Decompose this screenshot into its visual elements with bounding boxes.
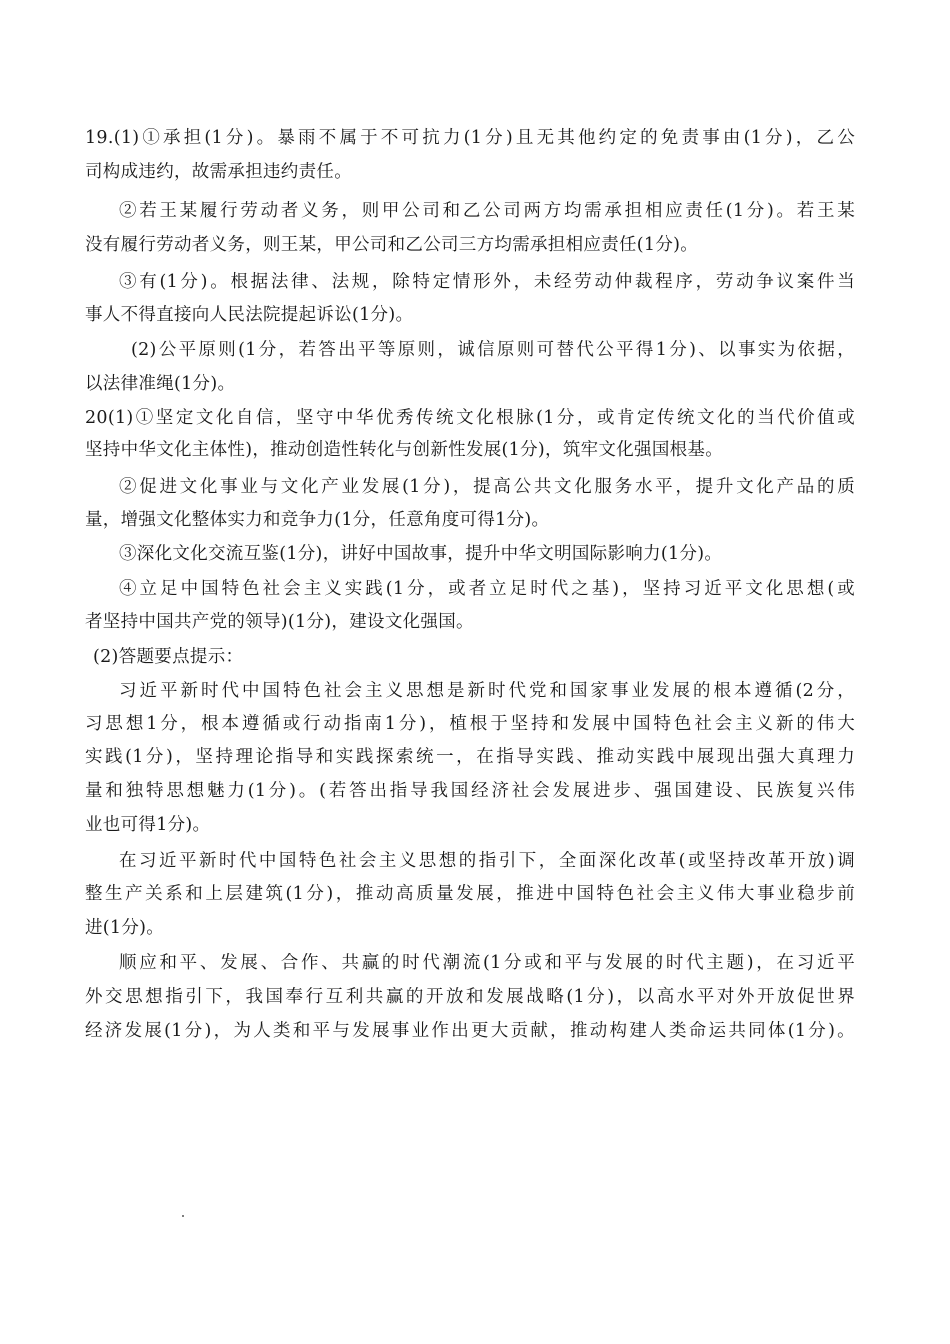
answer-19-part2-line-1: (2)公平原则(1分，若答出平等原则，诚信原则可替代公平得1分)、以事实为依据， xyxy=(131,340,855,360)
answer-20-part2-heading: (2)答题要点提示： xyxy=(93,647,244,667)
answer-19-1-line-1: 19.(1)①承担(1分)。暴雨不属于不可抗力(1分)且无其他约定的免责事由(1分)，乙公 xyxy=(85,128,855,148)
answer-20-part2-para2-line-3: 进(1分)。 xyxy=(85,918,165,938)
answer-20-2-line-2: 量，增强文化整体实力和竞争力(1分，任意角度可得1分)。 xyxy=(85,510,550,530)
answer-20-part2-para2-line-2: 整生产关系和上层建筑(1分)，推动高质量发展，推进中国特色社会主义伟大事业稳步前 xyxy=(85,884,855,904)
answer-19-3-line-1: ③有(1分)。根据法律、法规，除特定情形外，未经劳动仲裁程序，劳动争议案件当 xyxy=(119,272,855,292)
answer-20-4-line-2: 者坚持中国共产党的领导)(1分)，建设文化强国。 xyxy=(85,612,474,632)
answer-19-2-line-2: 没有履行劳动者义务，则王某，甲公司和乙公司三方均需承担相应责任(1分)。 xyxy=(85,235,699,255)
answer-19-2-line-1: ②若王某履行劳动者义务，则甲公司和乙公司两方均需承担相应责任(1分)。若王某 xyxy=(119,201,855,221)
answer-20-1-line-1: 20(1)①坚定文化自信，坚守中华优秀传统文化根脉(1分，或肯定传统文化的当代价值或 xyxy=(85,408,855,428)
answer-20-4-line-1: ④立足中国特色社会主义实践(1分，或者立足时代之基)，坚持习近平文化思想(或 xyxy=(119,579,855,599)
answer-20-part2-para1-line-2: 习思想1分，根本遵循或行动指南1分)，植根于坚持和发展中国特色社会主义新的伟大 xyxy=(85,714,855,734)
answer-19-1-line-2: 司构成违约，故需承担违约责任。 xyxy=(85,162,352,182)
answer-20-part2-para3-line-1: 顺应和平、发展、合作、共赢的时代潮流(1分或和平与发展的时代主题)，在习近平 xyxy=(119,953,855,973)
answer-20-part2-para3-line-3: 经济发展(1分)，为人类和平与发展事业作出更大贡献，推动构建人类命运共同体(1分)。 xyxy=(85,1021,855,1041)
answer-20-part2-para3-line-2: 外交思想指引下，我国奉行互利共赢的开放和发展战略(1分)，以高水平对外开放促世界 xyxy=(85,987,855,1007)
answer-20-part2-para2-line-1: 在习近平新时代中国特色社会主义思想的指引下，全面深化改革(或坚持改革开放)调 xyxy=(119,851,855,871)
answer-20-part2-para1-line-3: 实践(1分)，坚持理论指导和实践探索统一，在指导实践、推动实践中展现出强大真理力 xyxy=(85,747,855,767)
answer-20-3-line: ③深化文化交流互鉴(1分)，讲好中国故事，提升中华文明国际影响力(1分)。 xyxy=(119,544,723,564)
answer-20-part2-para1-line-1: 习近平新时代中国特色社会主义思想是新时代党和国家事业发展的根本遵循(2分， xyxy=(119,681,855,701)
answer-20-part2-para1-line-4: 量和独特思想魅力(1分)。(若答出指导我国经济社会发展进步、强国建设、民族复兴伟 xyxy=(85,781,855,801)
stray-dot-mark xyxy=(182,1215,184,1217)
answer-19-3-line-2: 事人不得直接向人民法院提起诉讼(1分)。 xyxy=(85,305,414,325)
answer-20-part2-para1-line-5: 业也可得1分)。 xyxy=(85,815,211,835)
answer-19-part2-line-2: 以法律准绳(1分)。 xyxy=(85,374,236,394)
answer-20-2-line-1: ②促进文化事业与文化产业发展(1分)，提高公共文化服务水平，提升文化产品的质 xyxy=(119,477,855,497)
answer-20-1-line-2: 坚持中华文化主体性)，推动创造性转化与创新性发展(1分)，筑牢文化强国根基。 xyxy=(85,440,724,460)
